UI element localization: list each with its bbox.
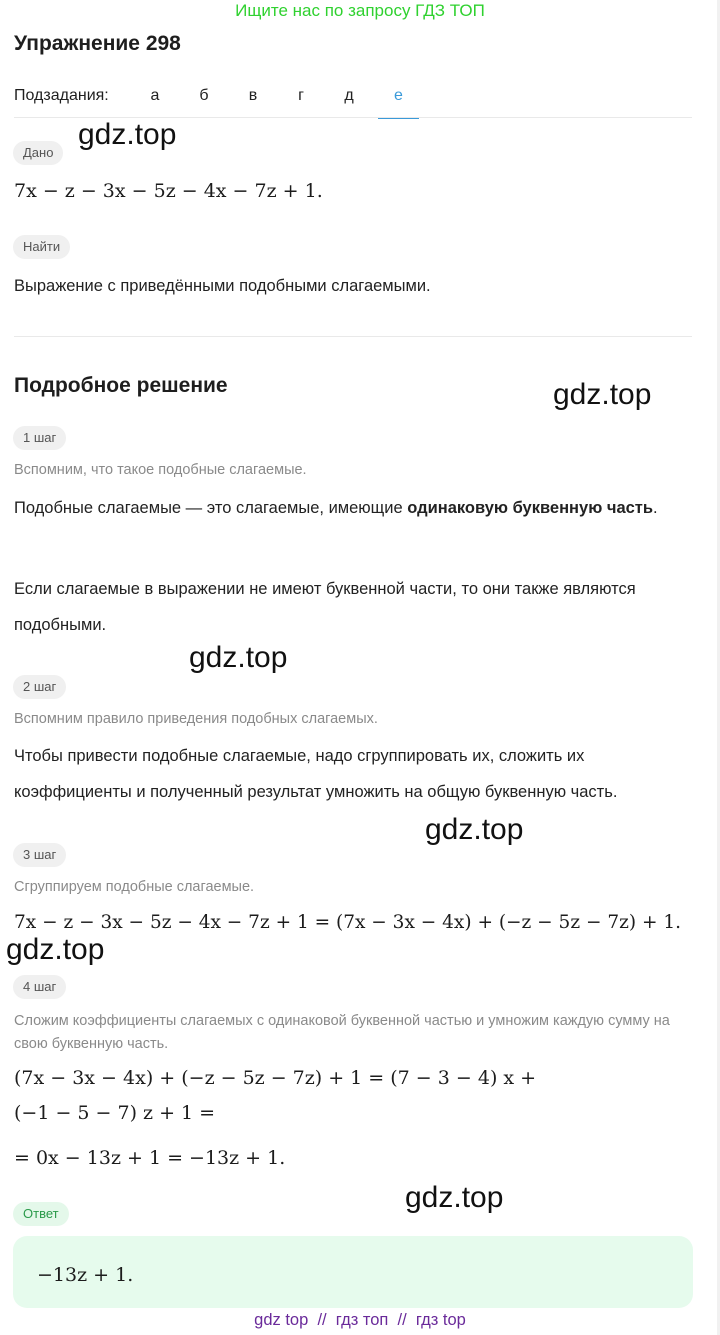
watermark: gdz.top xyxy=(405,1181,504,1214)
solution-title: Подробное решение xyxy=(14,374,228,397)
given-expression: 7x − z − 3x − 5z − 4x − 7z + 1. xyxy=(14,180,323,202)
subtask-tab-b[interactable]: б xyxy=(199,87,209,104)
step-1-note: Если слагаемые в выражении не имеют буквенной части, то они также являются подобными. xyxy=(14,580,636,634)
step-2-hint: Вспомним правило приведения подобных слагаемых. xyxy=(14,711,378,727)
subtask-tab-g[interactable]: г xyxy=(298,87,304,104)
page-title: Упражнение 298 xyxy=(14,32,181,55)
step-4-math-line-3: = 0x − 13z + 1 = −13z + 1. xyxy=(14,1147,286,1169)
divider xyxy=(14,336,692,337)
subtask-tab-a[interactable]: а xyxy=(150,87,160,104)
subtask-tab-d[interactable]: д xyxy=(344,87,354,104)
step-2-chip: 2 шаг xyxy=(13,675,66,699)
step-4-math-line-2: (−1 − 5 − 7) z + 1 = xyxy=(14,1102,216,1124)
step-1-chip: 1 шаг xyxy=(13,426,66,450)
promo-banner: Ищите нас по запросу ГДЗ ТОП xyxy=(235,1,485,20)
step-1-hint: Вспомним, что такое подобные слагаемые. xyxy=(14,462,307,478)
subtask-tab-v[interactable]: в xyxy=(248,87,258,104)
step-4-hint: Сложим коэффициенты слагаемых с одинаковой буквенной частью и умножим каждую сумму на свою буквенную часть. xyxy=(14,1013,670,1052)
subtasks-label: Подзадания: xyxy=(14,87,109,104)
definition-end: . xyxy=(653,499,658,517)
given-chip: Дано xyxy=(13,141,63,165)
step-1-definition xyxy=(14,490,694,526)
watermark: gdz.top xyxy=(189,641,288,674)
watermark: gdz.top xyxy=(553,378,652,411)
footer-links: gdz top // гдз топ // гдз top xyxy=(254,1311,466,1329)
step-4-math-line-1: (7x − 3x − 4x) + (−z − 5z − 7z) + 1 = (7 − 3 − 4) x + xyxy=(14,1067,537,1089)
find-text: Выражение с приведёнными подобными слагаемыми. xyxy=(14,277,431,295)
watermark: gdz.top xyxy=(425,813,524,846)
step-3-chip: 3 шаг xyxy=(13,843,66,867)
step-3-math: 7x − z − 3x − 5z − 4x − 7z + 1 = (7x − 3x − 4x) + (−z − 5z − 7z) + 1. xyxy=(14,912,681,933)
watermark: gdz.top xyxy=(6,933,105,966)
definition-bold: одинаковую буквенную часть xyxy=(407,499,654,517)
answer-chip: Ответ xyxy=(13,1202,69,1226)
step-2-rule: Чтобы привести подобные слагаемые, надо сгруппировать их, сложить их коэффициенты и полученный результат умножить на общую буквенную часть. xyxy=(14,747,618,801)
answer-box xyxy=(13,1236,693,1308)
step-4-chip: 4 шаг xyxy=(13,975,66,999)
find-chip: Найти xyxy=(13,235,70,259)
definition-text: Подобные слагаемые — это слагаемые, имеющие xyxy=(14,499,408,517)
watermark: gdz.top xyxy=(78,118,177,151)
subtask-tab-e[interactable]: е xyxy=(378,87,419,119)
answer-value: −13z + 1. xyxy=(37,1264,134,1286)
step-3-hint: Сгруппируем подобные слагаемые. xyxy=(14,879,255,895)
